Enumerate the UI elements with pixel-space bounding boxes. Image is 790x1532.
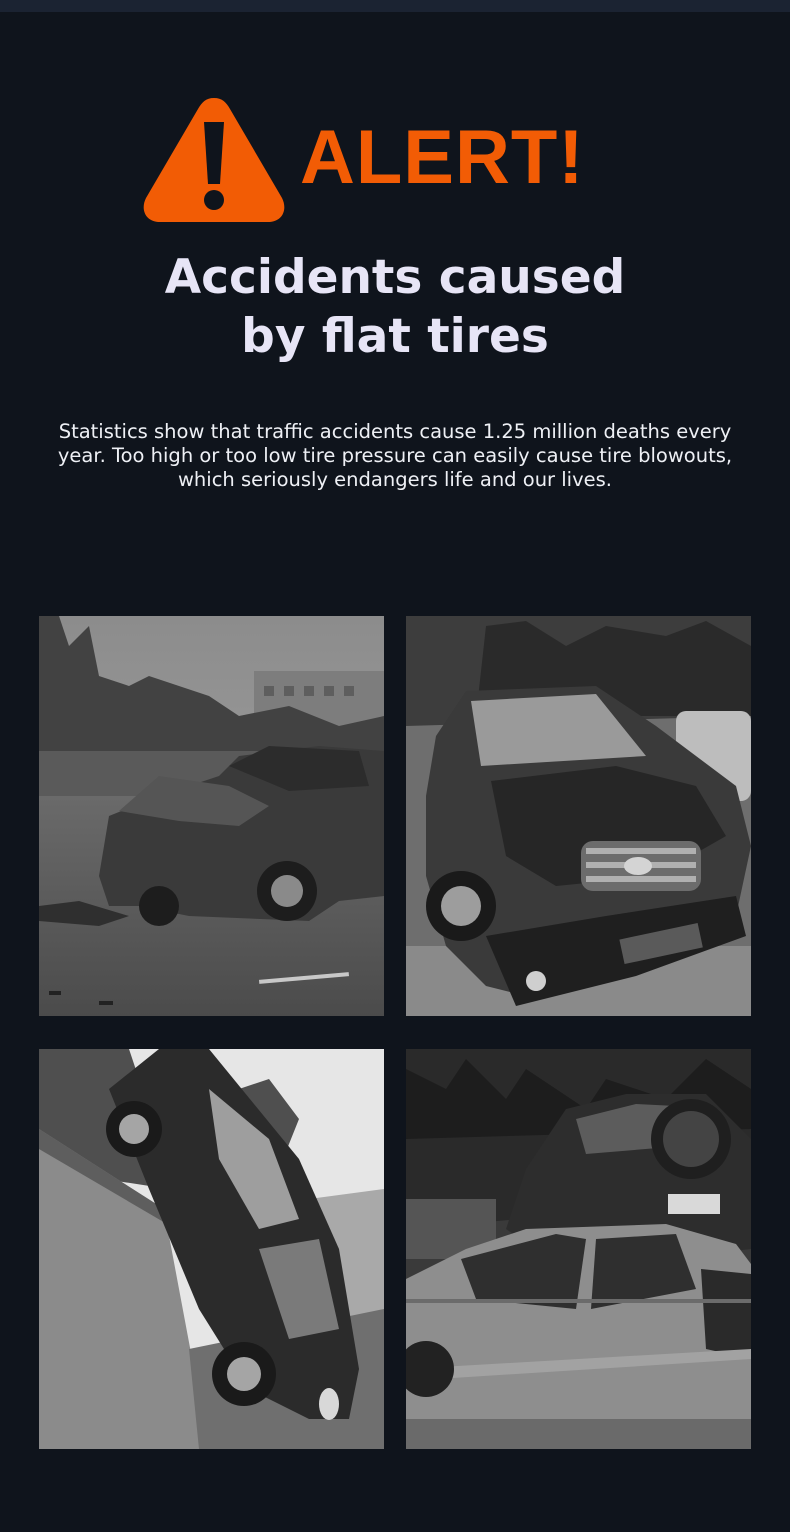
car-stacked-on-car-photo [406, 1049, 751, 1449]
crashed-sedan-on-road-photo [39, 616, 384, 1016]
headline-line-1: Accidents caused [164, 250, 626, 305]
paragraph-line-1: Statistics show that traffic accidents cause 1.25 million deaths every [58, 420, 732, 443]
car-flipped-against-wall-photo [39, 1049, 384, 1449]
warning-triangle-icon [140, 92, 288, 226]
alert-header [140, 92, 660, 226]
headline [0, 248, 790, 366]
headline-line-2: by flat tires [241, 309, 549, 364]
top-bar [0, 0, 790, 12]
statistics-paragraph [20, 420, 770, 492]
paragraph-line-2: year. Too high or too low tire pressure can easily cause tire blowouts, [57, 444, 733, 467]
alert-title: ALERT! [300, 115, 585, 200]
paragraph-line-3: which seriously endangers life and our lives. [177, 468, 612, 491]
crashed-suv-front-damage-photo [406, 616, 751, 1016]
